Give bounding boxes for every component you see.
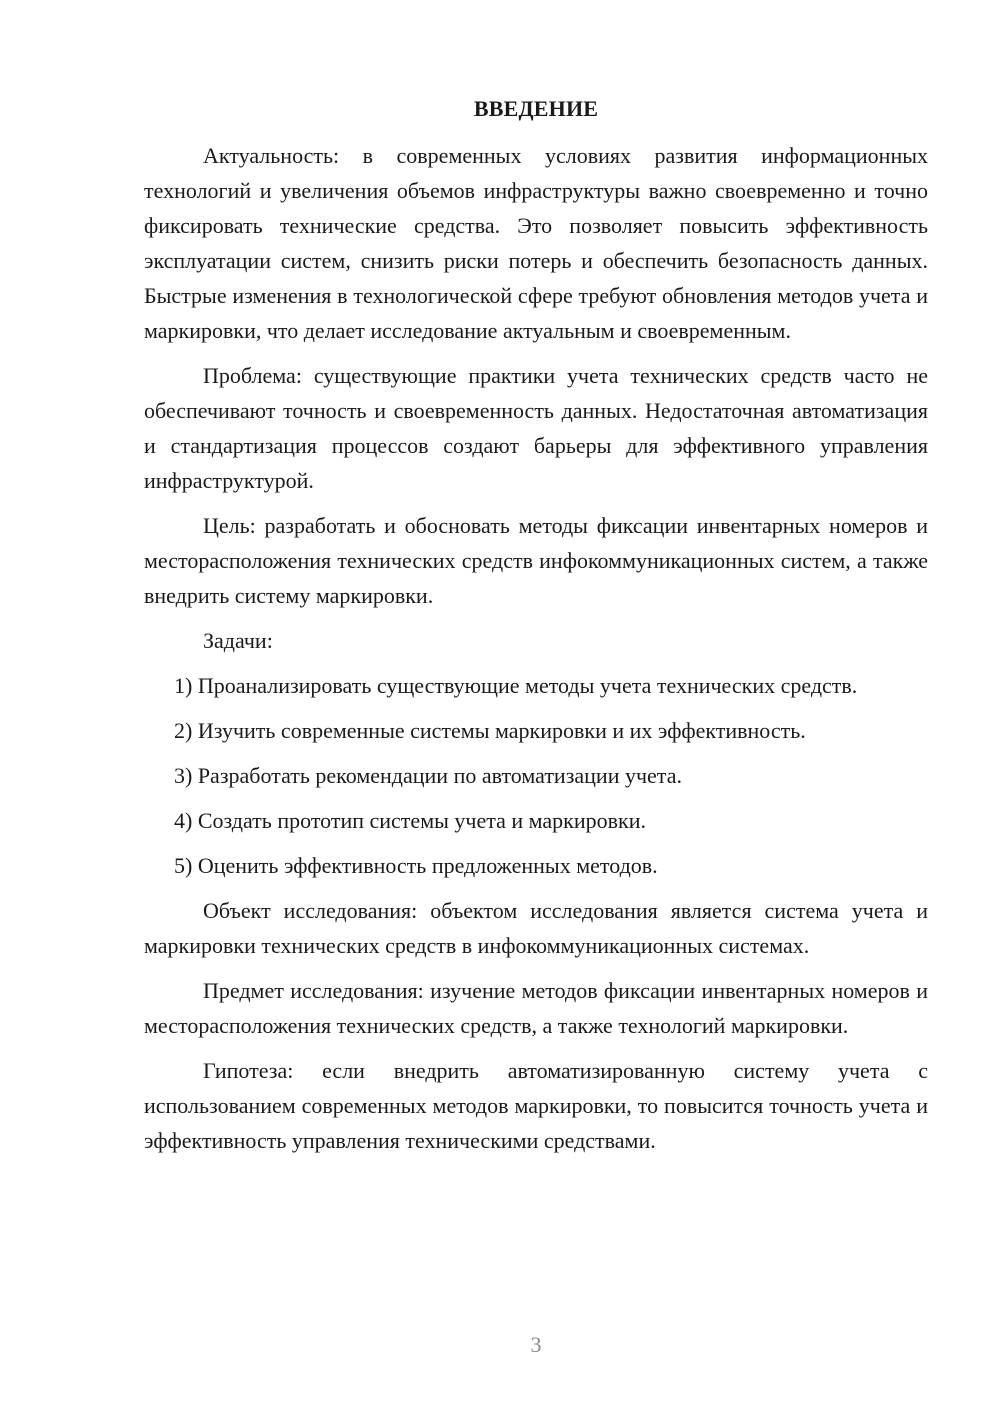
page-heading: ВВЕДЕНИЕ: [473, 96, 599, 121]
paragraph-subject: Предмет исследования: изучение методов фиксации инвентарных номеров и месторасположения технических средств, а также технологий маркировки.: [144, 978, 928, 1038]
list-item: 4) Создать прототип системы учета и маркировки.: [174, 808, 646, 833]
page-number: 3: [530, 1332, 542, 1357]
list-item: 5) Оценить эффективность предложенных методов.: [174, 853, 658, 878]
list-item: 3) Разработать рекомендации по автоматизации учета.: [174, 763, 682, 788]
paragraph-relevance: Актуальность: в современных условиях развития информационных технологий и увеличения объемов инфраструктуры важно своевременно и точно фиксировать технические средства. Это позволяет повысить эффективность эксплуатации систем, снизить риски потерь и обеспечить безопасность данных. Быстрые изменения в технологической сфере требуют обновления методов учета и маркировки, что делает исследование актуальным и своевременным.: [144, 143, 928, 343]
paragraph-object: Объект исследования: объектом исследования является система учета и маркировки технических средств в инфокоммуникационных системах.: [144, 898, 928, 958]
tasks-list: [144, 668, 928, 883]
paragraph-goal: Цель: разработать и обосновать методы фиксации инвентарных номеров и месторасположения технических средств инфокоммуникационных систем, а также внедрить систему маркировки.: [144, 513, 928, 608]
list-item: 1) Проанализировать существующие методы учета технических средств.: [174, 673, 858, 698]
paragraph-hypothesis: Гипотеза: если внедрить автоматизированную систему учета с использованием современных методов маркировки, то повысится точность учета и эффективность управления техническими средствами.: [144, 1058, 928, 1153]
paragraph-problem: Проблема: существующие практики учета технических средств часто не обеспечивают точность и своевременность данных. Недостаточная автоматизация и стандартизация процессов создают барьеры для эффективного управления инфраструктурой.: [144, 363, 928, 493]
list-item: 2) Изучить современные системы маркировки и их эффективность.: [174, 718, 806, 743]
tasks-label: Задачи:: [203, 628, 273, 653]
page-body: [144, 96, 928, 1168]
